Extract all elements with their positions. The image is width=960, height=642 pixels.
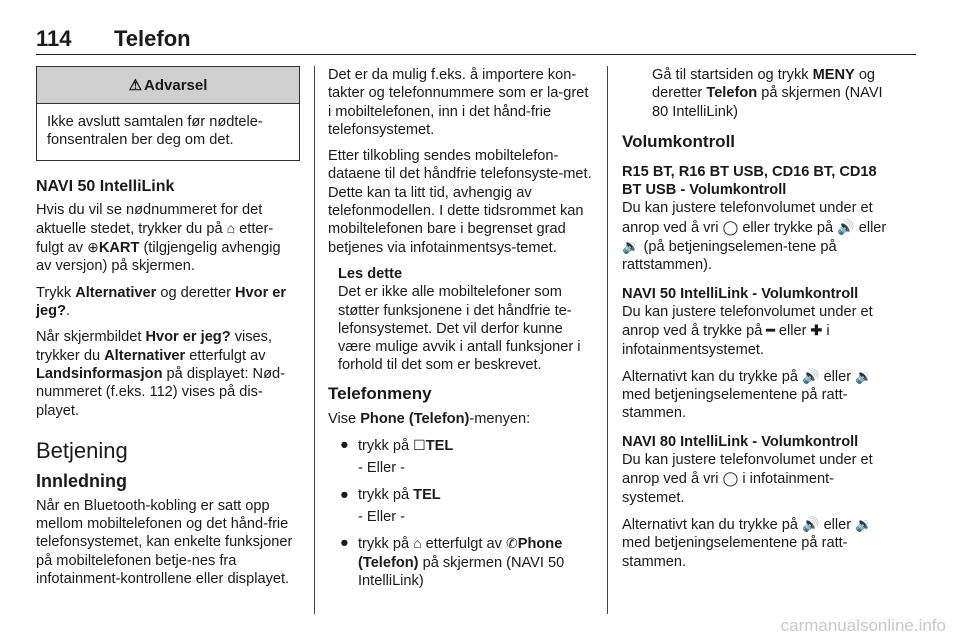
chapter-title: Telefon	[114, 26, 191, 51]
warning-triangle-icon: ⚠	[128, 77, 143, 94]
home-icon: ⌂	[413, 535, 422, 552]
paragraph: Du kan justere telefonvolumet under et anrop ved å trykke på ━ eller ✚ i infotainmentsystemet.	[622, 303, 873, 358]
paragraph: Hvis du vil se nødnummeret for det aktuelle stedet, trykker du på ⌂ etter-fulgt av ⊕KART (tilgjengelig avhengig av versjon) på skjermen.	[36, 201, 281, 275]
home-icon: ⌂	[226, 219, 236, 236]
bullet-list	[328, 436, 594, 455]
warning-header	[37, 67, 299, 104]
section-heading: Innledning	[36, 470, 127, 491]
list-item: ● trykk på TEL	[340, 486, 441, 503]
bullet-list	[328, 486, 594, 504]
warning-text: Ikke avslutt samtalen før nødtele-fonsentralen ber deg om det.	[47, 114, 263, 149]
or-separator: - Eller -	[358, 508, 406, 525]
section-heading: NAVI 50 IntelliLink	[36, 177, 175, 195]
paragraph: Trykk Alternativer og deretter Hvor er jeg?.	[36, 284, 287, 320]
warning-box	[36, 66, 300, 161]
paragraph: Gå til startsiden og trykk MENY og deretter Telefon på skjermen (NAVI 80 IntelliLink)	[652, 67, 883, 120]
volume-up-icon: 🔊	[802, 515, 820, 532]
plus-icon: ✚	[810, 322, 823, 339]
phone-tile-icon: ☐	[413, 437, 426, 454]
volume-down-icon: 🔉	[622, 238, 640, 255]
column-3	[622, 66, 890, 579]
paragraph: Du kan justere telefonvolumet under et anrop ved å vri ◯ eller trykke på 🔊 eller 🔉 (på betjeningselemen-tene på rattstammen).	[622, 200, 887, 274]
paragraph: Når en Bluetooth-kobling er satt opp mellom mobiltelefonen og det hånd-frie telefonsystemet, kan enkelte funksjoner på mobiltelefonen betje-nes fra infotainment-kontrollene eller displayet.	[36, 497, 293, 588]
handset-icon: ✆	[506, 535, 518, 552]
compass-icon: ⊕	[87, 239, 99, 256]
page-number: 114	[36, 26, 72, 51]
paragraph: Vise Phone (Telefon)-menyen:	[328, 410, 531, 427]
subsection-heading: R15 BT, R16 BT USB, CD16 BT, CD18 BT USB - Volumkontroll	[622, 163, 877, 199]
watermark: carmanualsonline.info	[780, 616, 946, 635]
paragraph: Alternativt kan du trykke på 🔊 eller 🔉 med betjeningselementene på ratt-stammen.	[622, 515, 873, 570]
knob-icon: ◯	[722, 218, 739, 235]
page-header	[36, 22, 916, 55]
note-box	[328, 265, 594, 375]
subsection-heading: NAVI 50 IntelliLink - Volumkontroll	[622, 285, 859, 302]
knob-icon: ◯	[722, 470, 739, 487]
paragraph: Alternativt kan du trykke på 🔊 eller 🔉 med betjeningselementene på ratt-stammen.	[622, 367, 873, 422]
column-divider	[314, 66, 315, 614]
column-divider	[607, 66, 608, 614]
paragraph: Du kan justere telefonvolumet under et anrop ved å vri ◯ i infotainment-systemet.	[622, 452, 873, 506]
paragraph: Etter tilkobling sendes mobiltelefon-dataene til det håndfrie telefonsyste-met. Dette kan ta litt tid, avhengig av telefonmodellen. I dette tidsrommet kan mobiltelefonen bare i begrenset grad betjenes via infotainmentsys-temet.	[328, 148, 592, 256]
paragraph: Det er da mulig f.eks. å importere kon-takter og telefonnummere som er la-gret i mobiltelefonen, inn i det hånd-frie telefonsystemet.	[328, 67, 589, 138]
note-text: Det er ikke alle mobiltelefoner som støtter funksjonene i det håndfrie te-lefonsystemet. Det vil derfor kunne være mulige avvik i antall funksjoner i forhold til det som er beskrevet.	[338, 284, 581, 374]
bullet-list	[328, 534, 594, 590]
list-item: ● trykk på ⌂ etterfulgt av ✆Phone (Telefon) på skjermen (NAVI 50 IntelliLink)	[340, 535, 565, 589]
column-2	[328, 66, 594, 594]
volume-down-icon: 🔉	[855, 367, 873, 384]
volume-up-icon: 🔊	[837, 218, 855, 235]
paragraph: Når skjermbildet Hvor er jeg? vises, trykker du Alternativer etterfulgt av Landsinformasjon på displayet: Nød-nummeret (f.eks. 112) vises på dis-playet.	[36, 329, 285, 419]
volume-down-icon: 🔉	[855, 515, 873, 532]
subsection-heading: NAVI 80 IntelliLink - Volumkontroll	[622, 433, 859, 450]
minus-icon: ━	[766, 322, 775, 339]
section-heading: Telefonmeny	[328, 383, 432, 403]
chapter-heading: Betjening	[36, 437, 128, 463]
section-heading: Volumkontroll	[622, 131, 736, 151]
or-separator: - Eller -	[358, 460, 406, 477]
list-item: ● trykk på ☐TEL	[340, 437, 454, 455]
volume-up-icon: 🔊	[802, 367, 820, 384]
column-1	[36, 66, 300, 596]
warning-title: Advarsel	[144, 77, 208, 94]
note-title: Les dette	[338, 265, 403, 282]
